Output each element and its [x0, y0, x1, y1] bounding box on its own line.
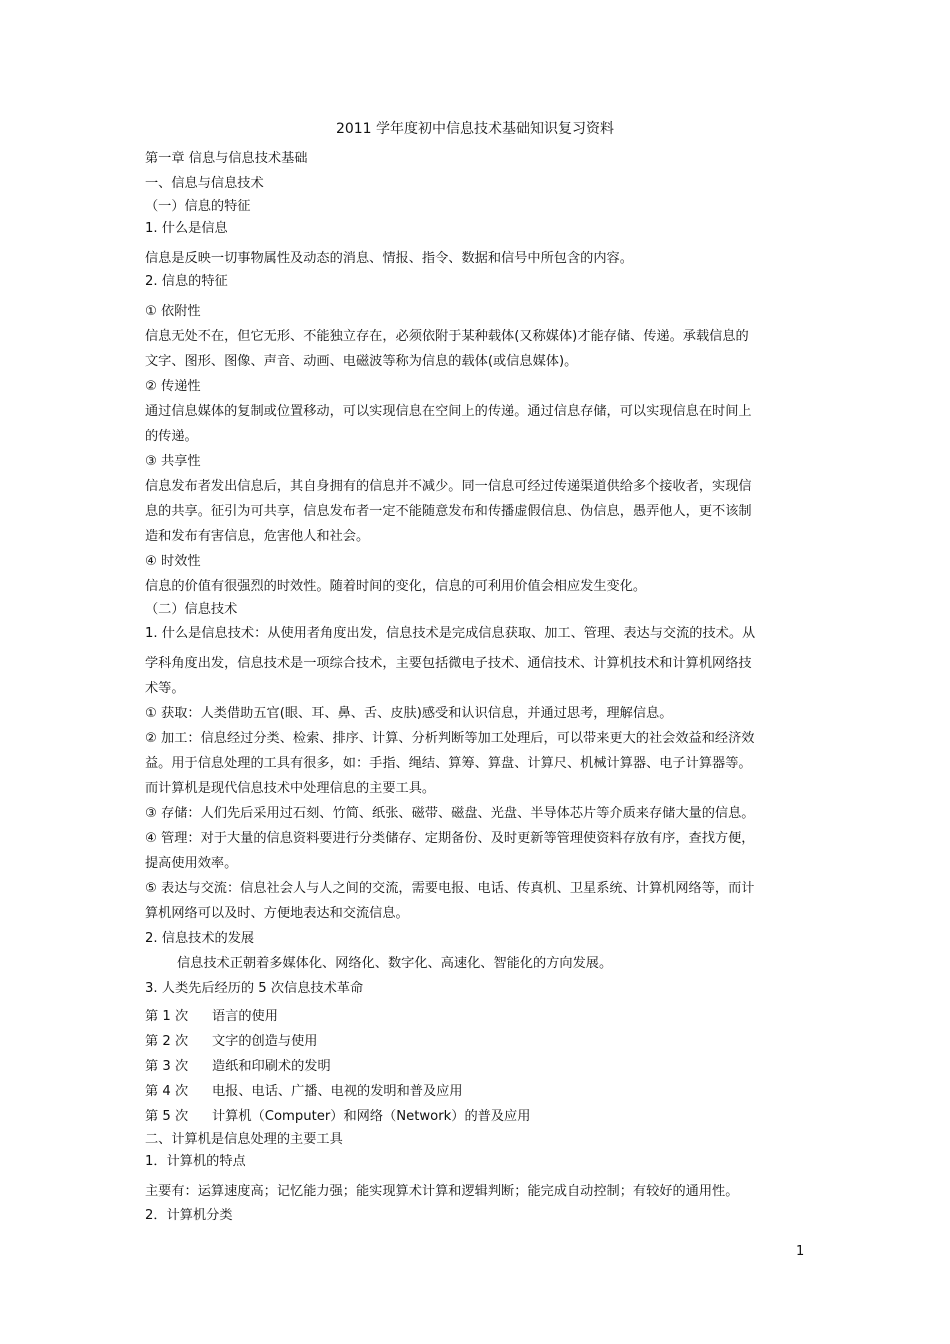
- revolution-number: 第 4 次: [145, 1084, 189, 1099]
- revolution-text: 文字的创造与使用: [212, 1034, 318, 1049]
- revolution-number: 第 5 次: [145, 1109, 189, 1124]
- section-heading: 一、信息与信息技术: [145, 176, 264, 191]
- paragraph-line: 信息发布者发出信息后，其自身拥有的信息并不减少。同一信息可经过传递渠道供给多个接收者，实现信: [145, 479, 752, 494]
- feature-heading: ③ 共享性: [145, 454, 201, 469]
- paragraph-line: 术等。: [145, 681, 185, 696]
- paragraph-line: 的传递。: [145, 429, 198, 444]
- subsection-heading: （二）信息技术: [145, 602, 238, 617]
- paragraph-line: 息的共享。征引为可共享，信息发布者一定不能随意发布和传播虚假信息、伪信息，愚弄他人，更不该制: [145, 504, 752, 519]
- feature-heading: ① 依附性: [145, 304, 201, 319]
- paragraph-line: 1. 什么是信息技术：从使用者角度出发，信息技术是完成信息获取、加工、管理、表达与交流的技术。从: [145, 626, 756, 641]
- revolution-row: [145, 1104, 810, 1129]
- item-heading: 3. 人类先后经历的 5 次信息技术革命: [145, 981, 364, 996]
- feature-heading: ② 传递性: [145, 379, 201, 394]
- paragraph: [145, 399, 810, 449]
- paragraph: [145, 876, 810, 926]
- revolution-number: 第 1 次: [145, 1009, 189, 1024]
- paragraph: [145, 621, 810, 701]
- paragraph: 信息的价值有很强烈的时效性。随着时间的变化，信息的可利用价值会相应发生变化。: [145, 579, 647, 594]
- subsection-heading: （一）信息的特征: [145, 199, 251, 214]
- paragraph-line: 造和发布有害信息，危害他人和社会。: [145, 529, 370, 544]
- revolution-row: [145, 1079, 810, 1104]
- document-body: [145, 146, 810, 1228]
- paragraph-line: 益。用于信息处理的工具有很多，如：手指、绳结、算筹、算盘、计算尺、机械计算器、电子计算器等。: [145, 756, 752, 771]
- paragraph-line: 而计算机是现代信息技术中处理信息的主要工具。: [145, 781, 436, 796]
- revolution-text: 语言的使用: [212, 1009, 278, 1024]
- paragraph: 信息技术正朝着多媒体化、网络化、数字化、高速化、智能化的方向发展。: [177, 956, 613, 971]
- paragraph: [145, 826, 810, 876]
- paragraph-line: ⑤ 表达与交流：信息社会人与人之间的交流，需要电报、电话、传真机、卫星系统、计算机网络等，而计: [145, 881, 755, 896]
- item-heading: 1. 什么是信息: [145, 221, 228, 236]
- revolution-text: 计算机（Computer）和网络（Network）的普及应用: [212, 1109, 531, 1124]
- revolution-number: 第 2 次: [145, 1034, 189, 1049]
- paragraph-line: ④ 管理：对于大量的信息资料要进行分类储存、定期备份、及时更新等管理使资料存放有序，查找方便，: [145, 831, 755, 846]
- revolution-row: [145, 1029, 810, 1054]
- paragraph: [145, 324, 810, 374]
- revolution-text: 造纸和印刷术的发明: [212, 1059, 331, 1074]
- paragraph: ③ 存储：人们先后采用过石刻、竹简、纸张、磁带、磁盘、光盘、半导体芯片等介质来存储大量的信息。: [145, 806, 755, 821]
- section-heading: 二、计算机是信息处理的主要工具: [145, 1132, 343, 1147]
- paragraph: 主要有：运算速度高；记忆能力强；能实现算术计算和逻辑判断；能完成自动控制；有较好的通用性。: [145, 1184, 739, 1199]
- paragraph-line: 通过信息媒体的复制或位置移动，可以实现信息在空间上的传递。通过信息存储，可以实现信息在时间上: [145, 404, 752, 419]
- paragraph-line: 文字、图形、图像、声音、动画、电磁波等称为信息的载体(或信息媒体)。: [145, 354, 578, 369]
- item-heading: 2．计算机分类: [145, 1208, 233, 1223]
- paragraph: [145, 474, 810, 549]
- chapter-heading: 第一章 信息与信息技术基础: [145, 151, 308, 166]
- paragraph: [145, 726, 810, 801]
- paragraph: 信息是反映一切事物属性及动态的消息、情报、指令、数据和信号中所包含的内容。: [145, 251, 633, 266]
- feature-heading: ④ 时效性: [145, 554, 201, 569]
- item-heading: 2. 信息的特征: [145, 274, 228, 289]
- revolution-row: [145, 1054, 810, 1079]
- revolution-row: [145, 1004, 810, 1029]
- item-heading: 1．计算机的特点: [145, 1154, 246, 1169]
- paragraph-line: ② 加工：信息经过分类、检索、排序、计算、分析判断等加工处理后，可以带来更大的社会效益和经济效: [145, 731, 755, 746]
- paragraph-line: 算机网络可以及时、方便地表达和交流信息。: [145, 906, 409, 921]
- paragraph: ① 获取：人类借助五官(眼、耳、鼻、舌、皮肤)感受和认识信息，并通过思考，理解信息。: [145, 706, 673, 721]
- page-number: 1: [796, 1244, 805, 1259]
- item-heading: 2. 信息技术的发展: [145, 931, 255, 946]
- revolution-text: 电报、电话、广播、电视的发明和普及应用: [212, 1084, 463, 1099]
- paragraph-line: 提高使用效率。: [145, 856, 238, 871]
- document-title: 2011 学年度初中信息技术基础知识复习资料: [335, 121, 615, 137]
- paragraph-line: 学科角度出发，信息技术是一项综合技术，主要包括微电子技术、通信技术、计算机技术和计算机网络技: [145, 656, 752, 671]
- paragraph-line: 信息无处不在，但它无形、不能独立存在，必须依附于某种载体(又称媒体)才能存储、传递。承载信息的: [145, 329, 749, 344]
- revolution-number: 第 3 次: [145, 1059, 189, 1074]
